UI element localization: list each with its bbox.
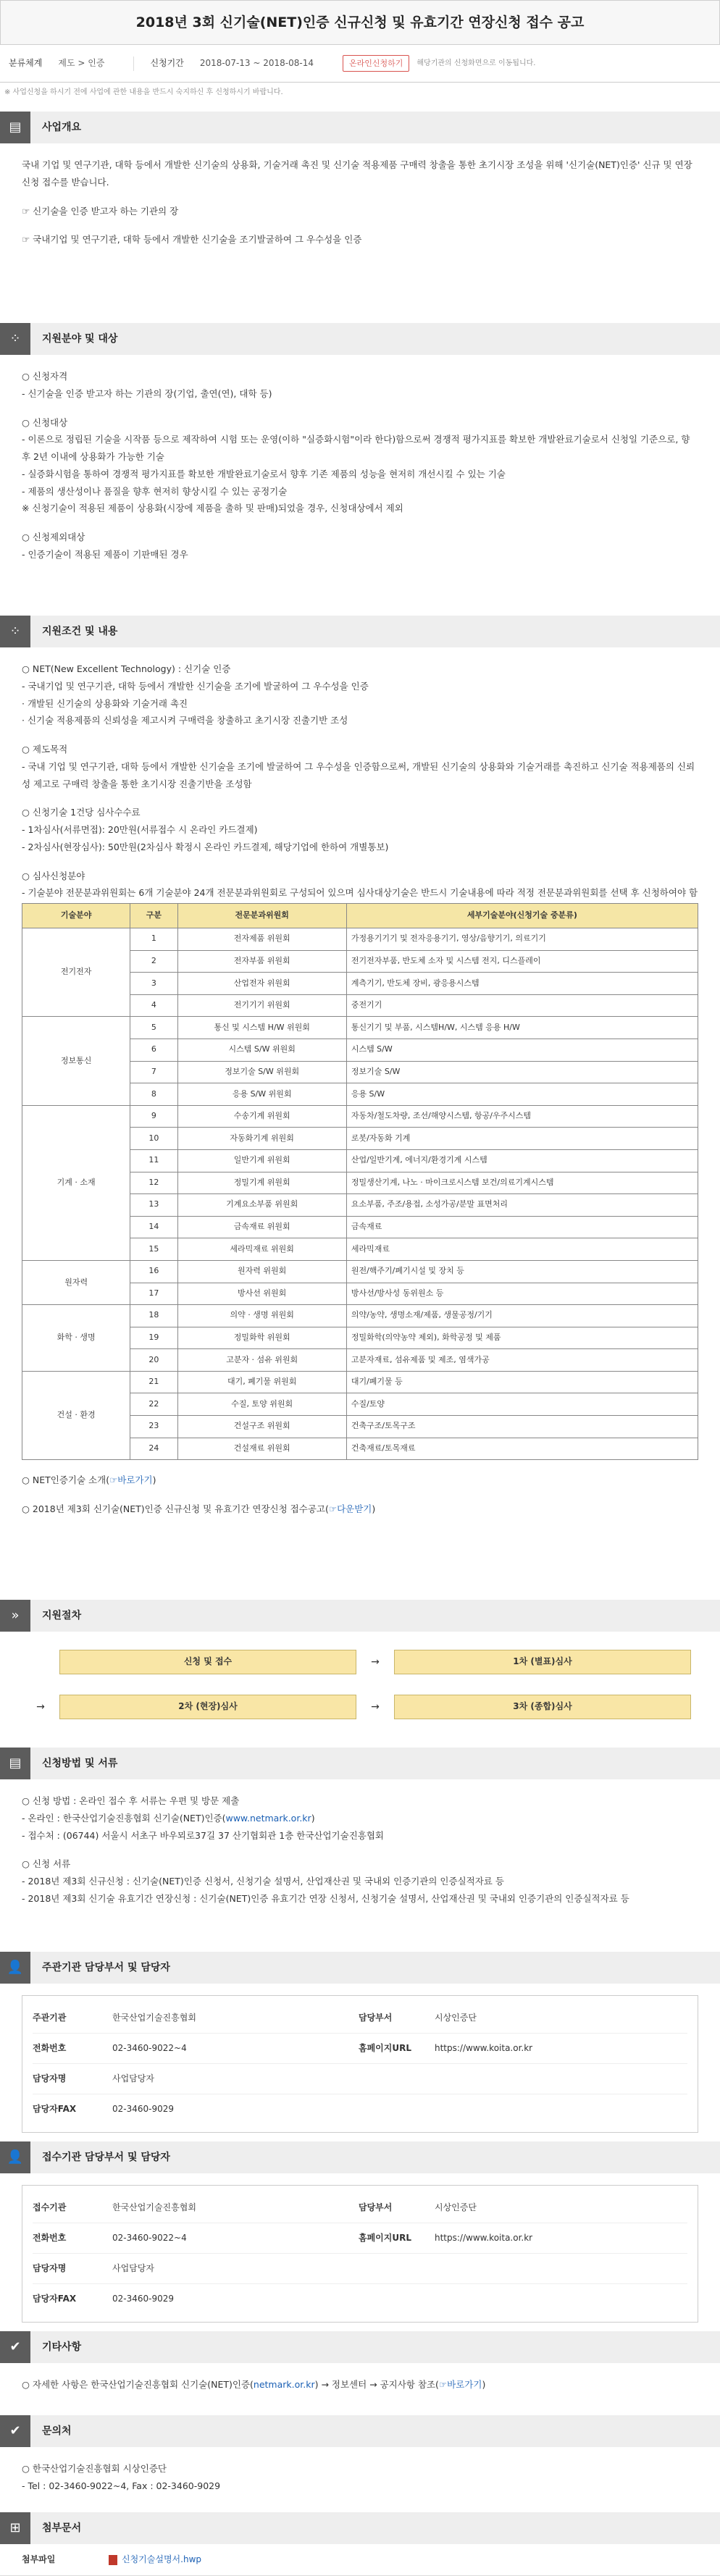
contact-key: 담당자FAX (33, 2294, 77, 2304)
text (22, 1501, 698, 1518)
attachment-file-link[interactable]: 신청기술설명서.hwp (122, 2554, 201, 2564)
process-step: 2차 (현장)심사 (59, 1695, 356, 1719)
text-part: ) (152, 1474, 156, 1486)
number-cell: 7 (130, 1061, 177, 1083)
online-apply-button[interactable]: 온라인신청하기 (343, 55, 409, 72)
text: · 신기술 적용제품의 신뢰성을 제고시켜 구매력을 창출하고 초기시장 진출기반 조성 (22, 715, 348, 726)
contact-value: 02-3460-9022~4 (112, 2232, 187, 2243)
committee-cell: 통신 및 시스템 H/W 위원회 (177, 1017, 346, 1039)
section-header-receiver (0, 2141, 720, 2173)
field-cell: 정보통신 (22, 1017, 130, 1105)
committee-cell: 정보기술 S/W 위원회 (177, 1061, 346, 1083)
contact-key: 담당부서 (359, 2202, 393, 2212)
committee-cell: 수질, 토양 위원회 (177, 1393, 346, 1416)
section-header-attachment (0, 2512, 720, 2544)
committee-cell: 일반기계 위원회 (177, 1149, 346, 1172)
hwp-file-icon (109, 2555, 117, 2565)
section-body-overview (0, 143, 720, 316)
number-cell: 17 (130, 1283, 177, 1305)
table-row (22, 928, 698, 951)
committee-cell: 시스템 S/W 위원회 (177, 1039, 346, 1061)
number-cell: 16 (130, 1260, 177, 1283)
table-row (22, 1260, 698, 1283)
document-icon: ▤ (0, 112, 30, 143)
number-cell: 10 (130, 1128, 177, 1150)
text-part: ) → 정보센터 → 공지사항 참조( (314, 2379, 439, 2390)
category-value: 제도 > 인증 (58, 57, 105, 68)
text (22, 1472, 698, 1489)
section-title: 지원조건 및 내용 (42, 625, 118, 637)
contact-value: 02-3460-9029 (112, 2294, 175, 2304)
text: ○ 신청 서류 (22, 1858, 71, 1870)
committee-table (22, 903, 698, 1460)
section-title: 문의처 (42, 2425, 72, 2437)
contact-key: 전화번호 (33, 2232, 67, 2243)
contact-value: 02-3460-9029 (112, 2104, 175, 2115)
section-body-etc (0, 2363, 720, 2408)
section-header-method (0, 1748, 720, 1779)
contact-key: 홈페이지URL (359, 2232, 411, 2243)
committee-cell: 고분자 · 섬유 위원회 (177, 1349, 346, 1372)
field-cell: 화학 · 생명 (22, 1305, 130, 1372)
section-header-overview (0, 112, 720, 143)
number-cell: 8 (130, 1083, 177, 1106)
contact-key: 담당자명 (33, 2073, 67, 2084)
detail-cell: 응용 S/W (346, 1083, 698, 1106)
divider (133, 56, 134, 71)
committee-cell: 자동화기계 위원회 (177, 1128, 346, 1150)
check-icon: ✔ (0, 2415, 30, 2447)
number-cell: 12 (130, 1172, 177, 1194)
intro-link[interactable]: ☞바로가기 (109, 1474, 153, 1486)
detail-cell: 통신기기 및 부품, 시스템H/W, 시스템 응용 H/W (346, 1017, 698, 1039)
contact-key: 홈페이지URL (359, 2042, 411, 2053)
detail-cell: 시스템 S/W (346, 1039, 698, 1061)
detail-cell: 건축재료/토목재료 (346, 1438, 698, 1460)
field-cell: 전기전자 (22, 928, 130, 1017)
committee-cell: 수송기계 위원회 (177, 1105, 346, 1128)
detail-cell: 중전기기 (346, 994, 698, 1017)
contact-value: 한국산업기술진흥협회 (112, 2012, 196, 2023)
committee-cell: 응용 S/W 위원회 (177, 1083, 346, 1106)
contact-value: 시상인증단 (435, 2012, 477, 2023)
contact-value: 사업담당자 (112, 2073, 154, 2084)
text: ○ 신청 방법 : 온라인 접수 후 서류는 우편 및 방문 제출 (22, 1795, 240, 1806)
text: - 2018년 제3회 신기술 유효기간 연장신청 : 신기술(NET)인증 유효기간 연장 신청서, 신청기술 설명서, 산업재산권 및 국내외 인증기관의 인증실적자료 등 (22, 1892, 629, 1904)
detail-cell: 수질/토양 (346, 1393, 698, 1416)
detail-cell: 대기/폐기물 등 (346, 1371, 698, 1393)
number-cell: 18 (130, 1305, 177, 1327)
table-row (22, 1017, 698, 1039)
section-title: 주관기관 담당부서 및 담당자 (42, 1961, 170, 1973)
section-body-target (0, 355, 720, 608)
committee-cell: 금속재료 위원회 (177, 1216, 346, 1238)
arrow-icon: → (371, 1656, 380, 1668)
text: ○ NET(New Excellent Technology) : 신기술 인증 (22, 663, 231, 674)
text: ※ 신청기술이 적용된 제품이 상용화(시장에 제품을 출하 및 판매)되었을 경우, 신청대상에서 제외 (22, 503, 403, 514)
detail-cell: 요소부품, 주조/용접, 소성가공/분말 표면처리 (346, 1194, 698, 1217)
table-header: 구분 (130, 904, 177, 928)
text: ○ 신청대상 (22, 416, 68, 428)
committee-cell: 방사선 위원회 (177, 1283, 346, 1305)
person-icon: 👤 (0, 2141, 30, 2173)
table-header: 세부기술분야(신청기술 중분류) (346, 904, 698, 928)
document-icon: ▤ (0, 1748, 30, 1779)
shortcut-link[interactable]: ☞바로가기 (438, 2379, 482, 2390)
text: - 이론으로 정립된 기술을 시작품 등으로 제작하여 시험 또는 운영(이하 "실증화시험"이라 한다)함으로써 경쟁적 평가지표를 확보한 개발완료기술로서 신청일 기준으로, 향후 2년 이내에 상용화가 가능한 기술 (22, 434, 690, 462)
contact-value: 시상인증단 (435, 2202, 477, 2212)
number-cell: 2 (130, 950, 177, 973)
arrow-icon: → (36, 1700, 45, 1713)
arrow-icon: → (371, 1700, 380, 1713)
fast-forward-icon: » (0, 1600, 30, 1632)
detail-cell: 방사선/방사성 동위원소 등 (346, 1283, 698, 1305)
text: - Tel : 02-3460-9022~4, Fax : 02-3460-9029 (22, 2480, 221, 2491)
contact-value: 한국산업기술진흥협회 (112, 2202, 196, 2212)
table-row (22, 1305, 698, 1327)
text: ○ 신청자격 (22, 371, 68, 382)
text: ○ 신청기술 1건당 심사수수료 (22, 807, 141, 818)
text: - 실증화시험을 통하여 경쟁적 평가지표를 확보한 개발완료기술로서 향후 기존 제품의 성능을 현저히 개선시킬 수 있는 기술 (22, 468, 506, 479)
contact-box-receiver (22, 2185, 698, 2323)
section-title: 지원절차 (42, 1609, 82, 1621)
text: · 개발된 신기술의 상용화와 기술거래 촉진 (22, 697, 188, 709)
detail-cell: 정밀생산기계, 나노 · 마이크로시스템 보건/의료기계시스템 (346, 1172, 698, 1194)
section-body-method (0, 1779, 720, 1944)
text: - 국내 기업 및 연구기관, 대학 등에서 개발한 신기술을 조기에 발굴하여 그 우수성을 인증함으로써, 개발된 신기술의 상용화와 기술거래를 촉진하고 신기술 적용제품의 신뢰성 제고로 구매력 창출을 통한 초기시장 진출기반을 조성함 (22, 760, 695, 789)
number-cell: 22 (130, 1393, 177, 1416)
detail-cell: 로봇/자동화 기계 (346, 1128, 698, 1150)
netmark-link[interactable]: netmark.or.kr (253, 2379, 315, 2390)
table-header: 기술분야 (22, 904, 130, 928)
number-cell: 21 (130, 1371, 177, 1393)
online-note: 해당기관의 신청화면으로 이동됩니다. (416, 59, 536, 67)
section-body-inquiry (0, 2447, 720, 2505)
contact-key: 담당부서 (359, 2012, 393, 2023)
text-part: - 온라인 : 한국산업기술진흥협회 신기술(NET)인증( (22, 1812, 226, 1824)
text-part: ○ 자세한 사항은 한국산업기술진흥협회 신기술(NET)인증( (22, 2379, 254, 2390)
number-cell: 19 (130, 1327, 177, 1349)
number-cell: 4 (130, 994, 177, 1017)
period-value: 2018-07-13 ~ 2018-08-14 (199, 57, 314, 68)
contact-value: 02-3460-9022~4 (112, 2042, 187, 2053)
number-cell: 1 (130, 928, 177, 951)
section-title: 지원분야 및 대상 (42, 332, 118, 345)
committee-cell: 정밀화학 위원회 (177, 1327, 346, 1349)
detail-cell: 정밀화학(의약농약 제외), 화학공정 및 제품 (346, 1327, 698, 1349)
detail-cell: 산업/일반기계, 에너지/환경기계 시스템 (346, 1149, 698, 1172)
section-header-target (0, 323, 720, 355)
committee-cell: 전자부품 위원회 (177, 950, 346, 973)
committee-cell: 건설구조 위원회 (177, 1416, 346, 1438)
number-cell: 20 (130, 1349, 177, 1372)
committee-cell: 산업전자 위원회 (177, 973, 346, 995)
contact-key: 주관기관 (33, 2012, 67, 2023)
plus-icon: ⊞ (0, 2512, 30, 2544)
table-row (22, 1371, 698, 1393)
committee-cell: 정밀기계 위원회 (177, 1172, 346, 1194)
committee-cell: 대기, 폐기물 위원회 (177, 1371, 346, 1393)
paragraph: 국내 기업 및 연구기관, 대학 등에서 개발한 신기술의 상용화, 기술거래 촉진 및 신기술 적용제품 구매력 창출을 통한 초기시장 조성을 위해 '신기술(NET)인증' 신규 및 연장신청 접수를 받습니다. (22, 159, 692, 188)
number-cell: 14 (130, 1216, 177, 1238)
notice-text: ※ 사업신청을 하시기 전에 사업에 관한 내용을 반드시 숙지하신 후 신청하시기 바랍니다. (4, 88, 283, 96)
section-title: 첨부문서 (42, 2522, 82, 2534)
section-header-etc (0, 2331, 720, 2363)
contact-key: 접수기관 (33, 2202, 67, 2212)
detail-cell: 고분자재료, 섬유제품 및 제조, 염색가공 (346, 1349, 698, 1372)
check-icon: ✔ (0, 2331, 30, 2363)
contact-key: 전화번호 (33, 2042, 67, 2053)
number-cell: 13 (130, 1194, 177, 1217)
detail-cell: 세라믹재료 (346, 1238, 698, 1261)
paragraph: ☞ 국내기업 및 연구기관, 대학 등에서 개발한 신기술을 조기발굴하여 그 우수성을 인증 (22, 234, 362, 246)
number-cell: 23 (130, 1416, 177, 1438)
number-cell: 5 (130, 1017, 177, 1039)
meta-bar (0, 45, 720, 83)
homepage-link[interactable]: https://www.koita.or.kr (435, 2232, 533, 2243)
number-cell: 24 (130, 1438, 177, 1460)
section-title: 접수기관 담당부서 및 담당자 (42, 2151, 170, 2163)
page-title: 2018년 3회 신기술(NET)인증 신규신청 및 유효기간 연장신청 접수 공고 (0, 0, 720, 45)
committee-cell: 전기기기 위원회 (177, 994, 346, 1017)
text: ○ 심사신청분야 (22, 870, 85, 881)
section-title: 기타사항 (42, 2341, 82, 2353)
section-title: 사업개요 (42, 121, 82, 133)
text: - 신기술을 인증 받고자 하는 기관의 장(기업, 출연(연), 대학 등) (22, 387, 272, 399)
text: - 제품의 생산성이나 품질을 향후 현저히 향상시킬 수 있는 공정기술 (22, 485, 288, 497)
committee-cell: 건설재료 위원회 (177, 1438, 346, 1460)
committee-cell: 기계요소부품 위원회 (177, 1194, 346, 1217)
field-cell: 건설 · 환경 (22, 1371, 130, 1459)
attachment-label: 첨부파일 (22, 2554, 56, 2564)
person-icon: 👤 (0, 1952, 30, 1984)
detail-cell: 자동차/철도차량, 조선/해양시스템, 항공/우주시스템 (346, 1105, 698, 1128)
section-header-conditions (0, 616, 720, 647)
detail-cell: 정보기술 S/W (346, 1061, 698, 1083)
text: - 2차심사(현장심사): 50만원(2차심사 확정시 온라인 카드결제, 해당기업에 한하여 개별통보) (22, 841, 389, 852)
process-steps (0, 1632, 720, 1740)
text: - 국내기업 및 연구기관, 대학 등에서 개발한 신기술을 조기에 발굴하여 그 우수성을 인증 (22, 680, 369, 692)
text: ○ 제도목적 (22, 744, 68, 755)
text: - 기술분야 전문분과위원회는 6개 기술분야 24개 전문분과위원회로 구성되어 있으며 심사대상기술은 반드시 기술내용에 따라 적정 전문분과위원회를 선택 후 신청하여야 함 (22, 887, 698, 899)
number-cell: 15 (130, 1238, 177, 1261)
download-link[interactable]: ☞다운받기 (328, 1503, 372, 1514)
text-part: ) (311, 1812, 315, 1824)
text (22, 2376, 698, 2394)
number-cell: 11 (130, 1149, 177, 1172)
period-label: 신청기간 (150, 57, 184, 68)
table-header: 전문분과위원회 (177, 904, 346, 928)
text: ○ 한국산업기술진흥협회 시상인증단 (22, 2463, 167, 2474)
detail-cell: 금속재료 (346, 1216, 698, 1238)
number-cell: 9 (130, 1105, 177, 1128)
text-part: ○ NET인증기술 소개( (22, 1474, 110, 1486)
text-part: ○ 2018년 제3회 신기술(NET)인증 신규신청 및 유효기간 연장신청 접수공고( (22, 1503, 329, 1514)
number-cell: 3 (130, 973, 177, 995)
section-title: 신청방법 및 서류 (42, 1757, 118, 1769)
text-part: ) (372, 1503, 376, 1514)
paragraph: ☞ 신기술을 인증 받고자 하는 기관의 장 (22, 205, 179, 217)
field-cell: 원자력 (22, 1260, 130, 1304)
table-row (22, 1105, 698, 1128)
process-step: 신청 및 접수 (59, 1650, 356, 1674)
contact-value: 사업담당자 (112, 2262, 154, 2273)
section-header-inquiry (0, 2415, 720, 2447)
text (22, 1810, 698, 1827)
netmark-link[interactable]: www.netmark.or.kr (225, 1812, 311, 1824)
detail-cell: 가정용기기기 및 전자응용기기, 영상/음향기기, 의료기기 (346, 928, 698, 951)
committee-cell: 전자제품 위원회 (177, 928, 346, 951)
text: - 1차심사(서류면접): 20만원(서류접수 시 온라인 카드결제) (22, 824, 258, 835)
section-header-process (0, 1600, 720, 1632)
section-body-conditions (0, 647, 720, 1593)
text: - 접수처 : (06744) 서울시 서초구 바우뫼로37길 37 산기협회관 1층 한국산업기술진흥협회 (22, 1829, 384, 1841)
dots-icon: ⁘ (0, 616, 30, 647)
text: ○ 신청제외대상 (22, 532, 85, 542)
detail-cell: 원전/핵주기/폐기시설 및 장치 등 (346, 1260, 698, 1283)
committee-cell: 의약 · 생명 위원회 (177, 1305, 346, 1327)
text-part: ) (482, 2379, 486, 2390)
process-step: 3차 (종합)심사 (394, 1695, 691, 1719)
committee-cell: 세라믹재료 위원회 (177, 1238, 346, 1261)
homepage-link[interactable]: https://www.koita.or.kr (435, 2042, 533, 2053)
text: - 인증기술이 적용된 제품이 기판매된 경우 (22, 548, 188, 560)
detail-cell: 의약/농약, 생명소재/제품, 생물공정/기기 (346, 1305, 698, 1327)
dots-icon: ⁘ (0, 323, 30, 355)
contact-key: 담당자명 (33, 2262, 67, 2273)
section-header-host (0, 1952, 720, 1984)
detail-cell: 계측기기, 반도체 장비, 광응용시스템 (346, 973, 698, 995)
contact-box-host (22, 1995, 698, 2133)
category-label: 분류체계 (9, 57, 43, 68)
committee-cell: 원자력 위원회 (177, 1260, 346, 1283)
detail-cell: 건축구조/토목구조 (346, 1416, 698, 1438)
contact-key: 담당자FAX (33, 2104, 77, 2115)
text: - 2018년 제3회 신규신청 : 신기술(NET)인증 신청서, 신청기술 설명서, 산업재산권 및 국내외 인증기관의 인증실적자료 등 (22, 1876, 504, 1887)
process-step: 1차 (별표)심사 (394, 1650, 691, 1674)
number-cell: 6 (130, 1039, 177, 1061)
field-cell: 기계 · 소재 (22, 1105, 130, 1260)
attachment-row (0, 2544, 720, 2576)
detail-cell: 전기전자부품, 반도체 소자 및 시스템 전지, 디스플레이 (346, 950, 698, 973)
